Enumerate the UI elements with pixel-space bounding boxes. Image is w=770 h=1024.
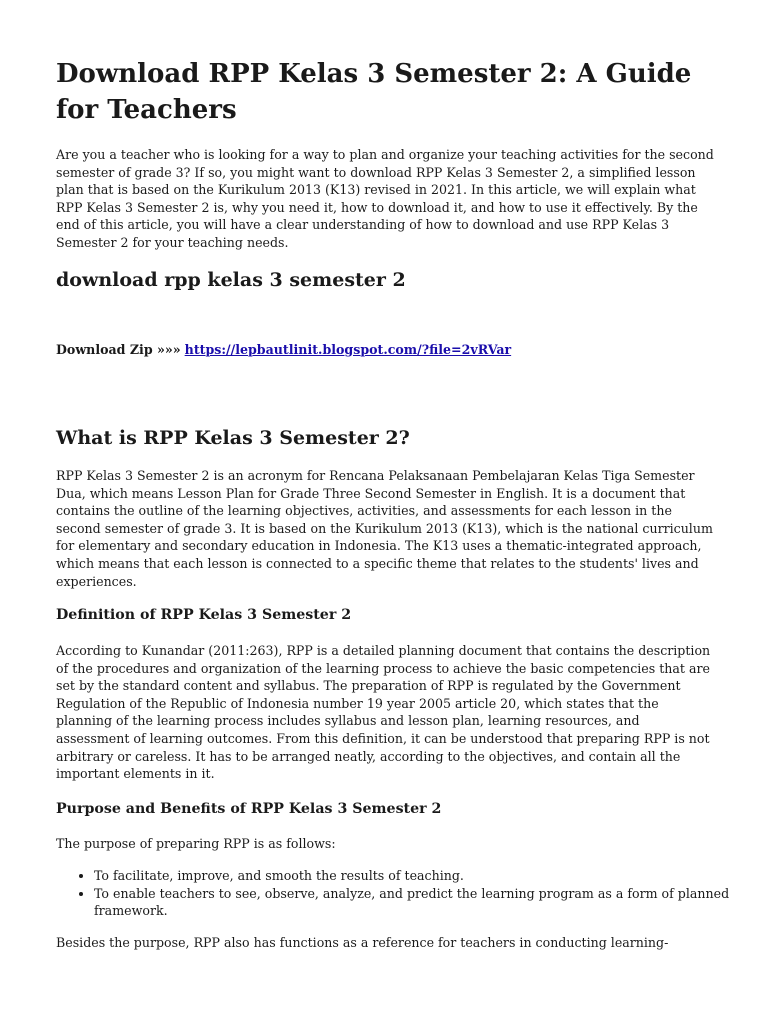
section-definition-body: According to Kunandar (2011:263), RPP is a detailed planning document that contains the description of the procedures and organization of the learning process to achieve the basic competencies that are set by the standard content and syllabus. The preparation of RPP is regulated by the Government Regulation of the Republic of Indonesia number 19 year 2005 article 20, which states that the planning of the learning process includes syllabus and lesson plan, learning resources, and assessment of learning outcomes. From this definition, it can be understood that preparing RPP is not arbitrary or careless. It has to be arranged neatly, according to the objectives, and contain all the important elements in it. xyxy=(56,643,711,782)
list-item: • To enable teachers to see, observe, analyze, and predict the learning program as a form of planned framework. xyxy=(94,885,754,920)
download-label: Download Zip »»» xyxy=(56,342,181,357)
section-purpose-heading: Purpose and Benefits of RPP Kelas 3 Semester 2 xyxy=(56,801,442,817)
section-purpose-closing: Besides the purpose, RPP also has functions as a reference for teachers in conducting learning- xyxy=(56,935,669,950)
download-link[interactable]: https://lepbautlinit.blogspot.com/?file=2vRVar xyxy=(184,342,512,357)
intro-paragraph: Are you a teacher who is looking for a way to plan and organize your teaching activities for the second semester of grade 3? If so, you might want to download RPP Kelas 3 Semester 2, a simplified lesson plan that is based on the Kurikulum 2013 (K13) revised in 2021. In this article, we will explain what RPP Kelas 3 Semester 2 is, why you need it, how to download it, and how to use it effectively. By the end of this article, you will have a clear understanding of how to download and use RPP Kelas 3 Semester 2 for your teaching needs. xyxy=(56,147,714,250)
article-title: Download RPP Kelas 3 Semester 2: A Guide for Teachers xyxy=(56,59,692,125)
list-item: • To facilitate, improve, and smooth the results of teaching. xyxy=(94,867,754,885)
section-definition-heading: Definition of RPP Kelas 3 Semester 2 xyxy=(56,607,352,623)
section-purpose-intro: The purpose of preparing RPP is as follows: xyxy=(56,836,336,851)
keyword-heading: download rpp kelas 3 semester 2 xyxy=(56,269,406,291)
section-what-heading: What is RPP Kelas 3 Semester 2? xyxy=(56,427,410,449)
download-line xyxy=(56,341,716,359)
section-what-body: RPP Kelas 3 Semester 2 is an acronym for Rencana Pelaksanaan Pembelajaran Kelas Tiga Semester Dua, which means Lesson Plan for Grade Three Second Semester in English. It is a document that contains the outline of the learning objectives, activities, and assessments for each lesson in the second semester of grade 3. It is based on the Kurikulum 2013 (K13), which is the national curriculum for elementary and secondary education in Indonesia. The K13 uses a thematic-integrated approach, which means that each lesson is connected to a specific theme that relates to the students' lives and experiences. xyxy=(56,468,713,589)
purpose-list xyxy=(56,867,754,920)
